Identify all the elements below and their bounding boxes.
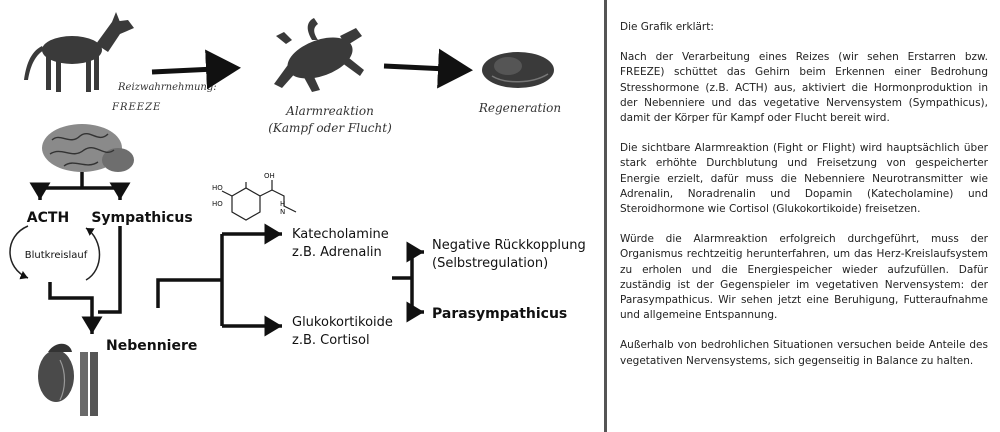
glukokortikoide-line2: z.B. Cortisol: [292, 333, 370, 348]
explanation-paragraph-3: Würde die Alarmreaktion erfolgreich durchgeführt, muss der Organismus rechtzeitig herunterfahren, um das Herz-Kreislaufsystem zu erholen und die Energiespeicher wieder aufzufüllen. Dafür zuständig ist der Gegenspieler im vegetativen Nervensystem: der Parasympathicus. Wir sehen jetzt eine Beruhigung, Futteraufnahme und allgemeine Entspannung.: [620, 233, 988, 322]
dog-sleeping-illustration: [482, 52, 554, 88]
stage1-caption-line1: Reizwahrnehmung:: [118, 82, 217, 93]
column-divider: [604, 0, 607, 432]
explanation-paragraph-2: Die sichtbare Alarmreaktion (Fight or Flight) wird hauptsächlich über stark erhöhte Durchblutung und Freisetzung von gespeicherter Energie erzielt, dafür muss die Nebenniere Neurotransmitter wie Adrenalin, Noradrenalin und Dopamin (Katecholamine) und Steroidhormone wie Cortisol (Glukokortikoide) freisetzen.: [620, 142, 988, 216]
arrow-freeze-to-alarm: [152, 68, 236, 72]
parasympathicus-label: Parasympathicus: [432, 306, 568, 322]
explanation-intro: Die Grafik erklärt:: [620, 21, 714, 33]
stage3-caption: Regeneration: [478, 101, 562, 115]
nebenniere-label: Nebenniere: [106, 338, 198, 354]
explanation-paragraph-1: Nach der Verarbeitung eines Reizes (wir sehen Erstarren bzw. FREEZE) schüttet das Gehirn beim Erkennen einer Bedrohung Stresshormone (z.B. ACTH) aus, aktiviert die Hormonproduktion in der Nebenniere und das vegetative Nervensystem (Sympathicus), damit der Körper für Kampf oder Flucht bereit wird.: [620, 51, 988, 125]
stage2-caption-line2: (Kampf oder Flucht): [268, 121, 392, 135]
sympathicus-label: Sympathicus: [91, 210, 193, 226]
brain-branch-arrows: [40, 172, 120, 200]
explanation-panel: [620, 20, 988, 420]
kidney-adrenal-illustration: [38, 344, 98, 416]
katecholamine-line2: z.B. Adrenalin: [292, 245, 382, 260]
hormone-branch-arrows: [158, 234, 282, 326]
acth-label: ACTH: [26, 210, 70, 226]
katecholamine-line1: Katecholamine: [292, 227, 389, 242]
molecule-atom-h: H: [280, 200, 286, 208]
molecule-atom-n: N: [280, 208, 286, 216]
molecule-atom-ho-2: HO: [212, 200, 223, 208]
rueckkopplung-line1: Negative Rückkopplung: [432, 238, 586, 253]
arrow-alarm-to-regeneration: [384, 66, 468, 70]
adrenal-paths: [50, 226, 120, 334]
blutkreislauf-label: Blutkreislauf: [24, 250, 88, 261]
rueckkopplung-line2: (Selbstregulation): [432, 256, 549, 271]
glukokortikoide-line1: Glukokortikoide: [292, 315, 393, 330]
molecule-atom-oh: OH: [264, 172, 275, 180]
brain-illustration: [42, 124, 134, 172]
stage2-caption-line1: Alarmreaktion: [286, 104, 374, 118]
stage1-caption-line2: FREEZE: [112, 102, 162, 113]
molecule-atom-ho-1: HO: [212, 184, 223, 192]
dog-freeze-illustration: [24, 12, 134, 92]
dog-running-illustration: [274, 18, 364, 92]
feedback-branch-arrows: [392, 252, 424, 312]
explanation-paragraph-4: Außerhalb von bedrohlichen Situationen versuchen beide Anteile des vegetativen Nervensystems, sich gegenseitig in Balance zu halten.: [620, 339, 988, 367]
